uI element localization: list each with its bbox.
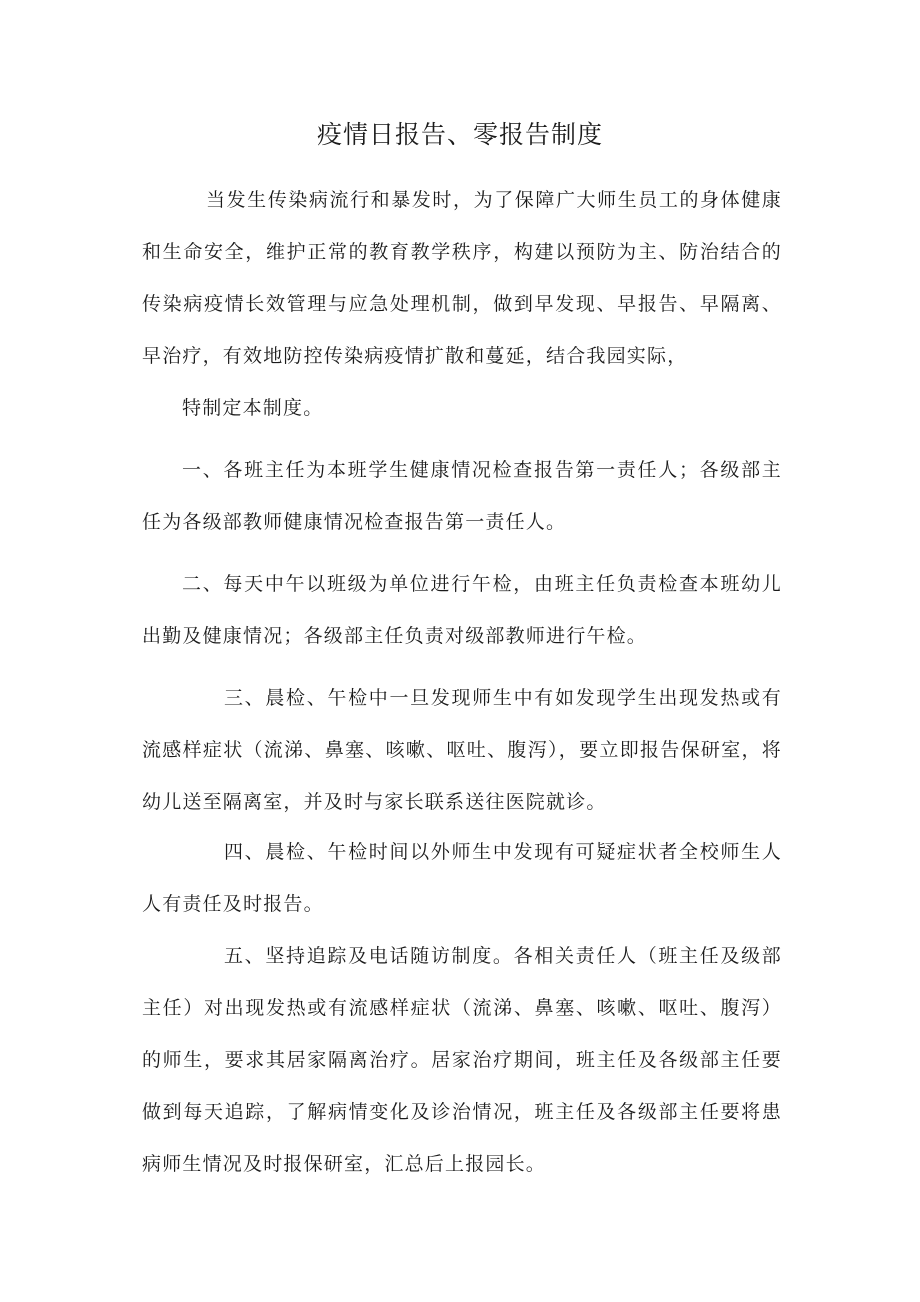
document-title: 疫情日报告、零报告制度	[316, 120, 603, 149]
paragraph-item-5: 五、坚持追踪及电话随访制度。各相关责任人（班主任及级部主任）对出现发热或有流感样症状（流涕、鼻塞、咳嗽、呕吐、腹泻）的师生，要求其居家隔离治疗。居家治疗期间，班主任及各级部主任要做到每天追踪，了解病情变化及诊治情况，班主任及各级部主任要将患病师生情况及时报保研室，汇总后上报园长。	[142, 945, 782, 1175]
paragraph-intro: 当发生传染病流行和暴发时，为了保障广大师生员工的身体健康和生命安全，维护正常的教育教学秩序，构建以预防为主、防治结合的传染病疫情长效管理与应急处理机制，做到早发现、早报告、早隔离、早治疗，有效地防控传染病疫情扩散和蔓延，结合我园实际，	[142, 189, 782, 367]
paragraph-item-2: 二、每天中午以班级为单位进行午检，由班主任负责检查本班幼儿出勤及健康情况；各级部主任负责对级部教师进行午检。	[142, 573, 782, 647]
paragraph-statement: 特制定本制度。	[182, 397, 324, 419]
paragraph-item-3: 三、晨检、午检中一旦发现师生中有如发现学生出现发热或有流感样症状（流涕、鼻塞、咳嗽、呕吐、腹泻），要立即报告保研室，将幼儿送至隔离室，并及时与家长联系送往医院就诊。	[142, 687, 782, 813]
paragraph-item-4: 四、晨检、午检时间以外师生中发现有可疑症状者全校师生人人有责任及时报告。	[142, 841, 782, 915]
paragraph-item-1: 一、各班主任为本班学生健康情况检查报告第一责任人；各级部主任为各级部教师健康情况检查报告第一责任人。	[142, 459, 782, 533]
